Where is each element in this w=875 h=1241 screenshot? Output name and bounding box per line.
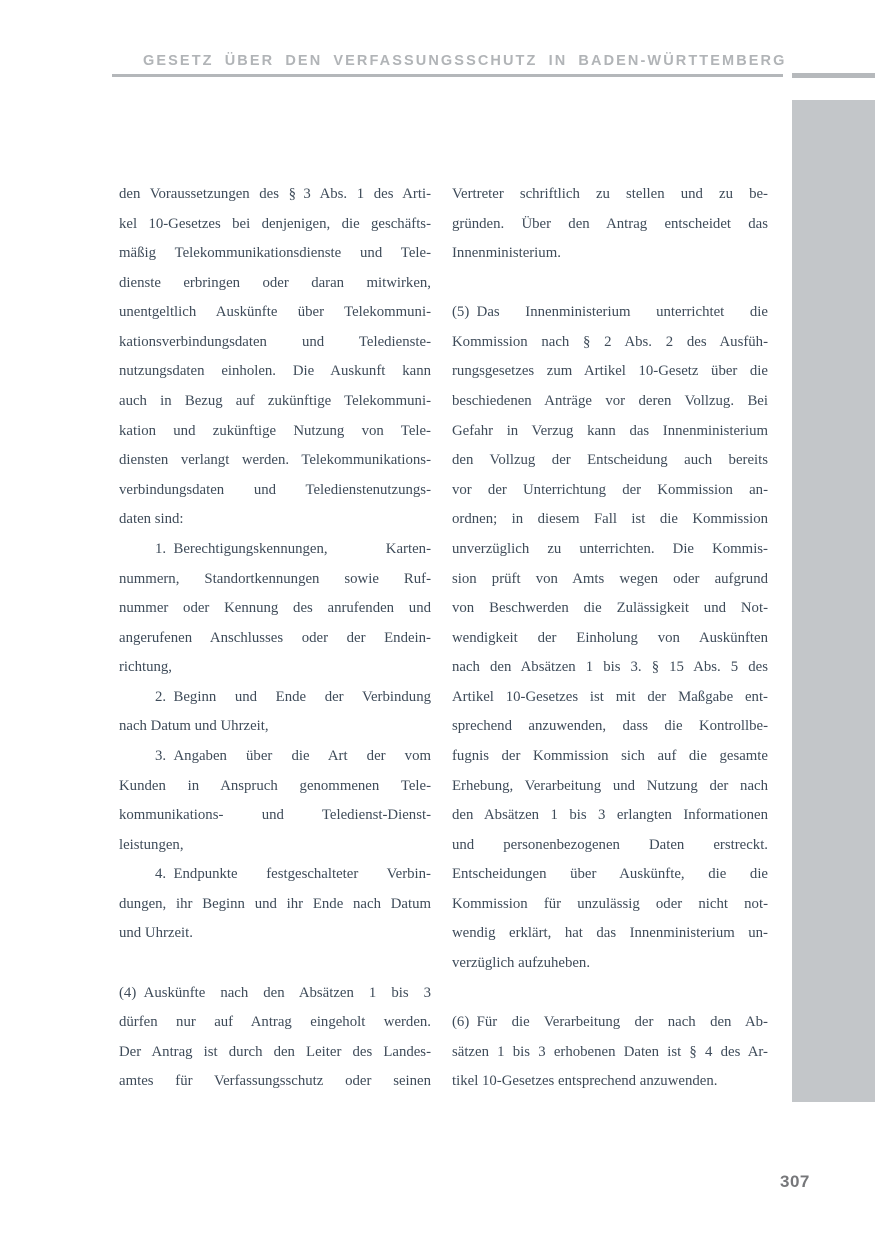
text-line: nach den Absätzen 1 bis 3. § 15 Abs. 5 des xyxy=(452,659,768,676)
text-line: vor der Unterrichtung der Kommission an- xyxy=(452,481,768,498)
text-line: Artikel 10-Gesetzes ist mit der Maßgabe ent- xyxy=(452,688,768,705)
text-line: von Beschwerden die Zulässigkeit und Not- xyxy=(452,600,768,617)
text-line: nach Datum und Uhrzeit, xyxy=(119,718,269,735)
text-line: und Uhrzeit. xyxy=(119,925,193,942)
text-line: wendigkeit der Einholung von Auskünften xyxy=(452,629,768,646)
list-item-2 xyxy=(119,683,431,742)
paragraph-4-continuation xyxy=(452,180,768,269)
paragraph-4 xyxy=(119,979,431,1097)
text-line: amtes für Verfassungsschutz oder seinen xyxy=(119,1073,431,1090)
text-line: unverzüglich zu unterrichten. Die Kommis- xyxy=(452,540,768,557)
text-line: kationsverbindungsdaten und Teledienste- xyxy=(119,333,431,350)
text-line: verzüglich aufzuheben. xyxy=(452,955,591,972)
text-line: wendig erklärt, hat das Innenministerium un- xyxy=(452,925,768,942)
text-line: ordnen; in diesem Fall ist die Kommission xyxy=(452,511,768,528)
text-line: fugnis der Kommission sich auf die gesamte xyxy=(452,747,768,764)
text-line: sion prüft von Amts wegen oder aufgrund xyxy=(452,570,768,587)
text-line: Der Antrag ist durch den Leiter des Landes- xyxy=(119,1043,431,1060)
page-header-title: GESETZ ÜBER DEN VERFASSUNGSSCHUTZ IN BADEN-WÜRTTEMBERG xyxy=(143,53,787,69)
text-line: leistungen, xyxy=(119,836,184,853)
text-line: mäßig Telekommunikationsdienste und Tele- xyxy=(119,245,431,262)
text-line: Gefahr in Verzug kann das Innenministerium xyxy=(452,422,768,439)
text-line: nummer oder Kennung des anrufenden und xyxy=(119,600,431,617)
text-line: Erhebung, Verarbeitung und Nutzung der nach xyxy=(452,777,768,794)
sidebar-gray-block xyxy=(792,100,875,1102)
text-line: dürfen nur auf Antrag eingeholt werden. xyxy=(119,1014,431,1031)
text-line: kommunikations- und Teledienst-Dienst- xyxy=(119,807,431,824)
text-line: sätzen 1 bis 3 erhobenen Daten ist § 4 des Ar- xyxy=(452,1043,768,1060)
text-line: Vertreter schriftlich zu stellen und zu be- xyxy=(452,186,768,202)
text-line: auch in Bezug auf zukünftige Telekommuni- xyxy=(119,393,431,410)
text-line: angerufenen Anschlusses oder der Endein- xyxy=(119,629,431,646)
text-line: nutzungsdaten einholen. Die Auskunft kann xyxy=(119,363,431,380)
left-column xyxy=(119,180,431,1097)
text-line: tikel 10-Gesetzes entsprechend anzuwenden. xyxy=(452,1073,718,1090)
text-line: verbindungsdaten und Teledienstenutzungs- xyxy=(119,481,431,498)
text-line: 4. Endpunkte festgeschalteter Verbin- xyxy=(155,866,431,883)
text-line: gründen. Über den Antrag entscheidet das xyxy=(452,215,768,232)
text-line: Kommission nach § 2 Abs. 2 des Ausfüh- xyxy=(452,333,768,350)
text-line: kation und zukünftige Nutzung von Tele- xyxy=(119,422,431,439)
text-line: unentgeltlich Auskünfte über Telekommuni- xyxy=(119,304,431,321)
text-line: Kommission für unzulässig oder nicht not- xyxy=(452,895,768,912)
text-line: (4) Auskünfte nach den Absätzen 1 bis 3 xyxy=(119,984,431,1001)
right-column xyxy=(452,180,768,1097)
text-line: dungen, ihr Beginn und ihr Ende nach Datum xyxy=(119,895,431,912)
text-line: Innenministerium. xyxy=(452,245,561,262)
paragraph-6 xyxy=(452,1008,768,1097)
text-line: beschiedenen Anträge vor deren Vollzug. Bei xyxy=(452,393,768,410)
text-line: den Absätzen 1 bis 3 erlangten Informationen xyxy=(452,807,768,824)
text-line: sprechend anzuwenden, dass die Kontrollbe- xyxy=(452,718,768,735)
sidebar-tab-bar xyxy=(792,73,875,78)
text-line: kel 10-Gesetzes bei denjenigen, die geschäfts- xyxy=(119,215,431,232)
text-line: rungsgesetzes zum Artikel 10-Gesetz über die xyxy=(452,363,768,380)
list-item-3 xyxy=(119,742,431,860)
text-line: (6) Für die Verarbeitung der nach den Ab- xyxy=(452,1014,768,1031)
text-line: nummern, Standortkennungen sowie Ruf- xyxy=(119,570,431,587)
text-line: (5) Das Innenministerium unterrichtet die xyxy=(452,304,768,321)
paragraph-5 xyxy=(452,298,768,978)
text-line: richtung, xyxy=(119,659,173,676)
text-line: und personenbezogenen Daten erstreckt. xyxy=(452,836,768,853)
list-item-1 xyxy=(119,535,431,683)
header-rule xyxy=(112,74,783,77)
list-item-4 xyxy=(119,860,431,949)
text-line: Entscheidungen über Auskünfte, die die xyxy=(452,866,768,883)
text-line: dienste erbringen oder daran mitwirken, xyxy=(119,274,431,291)
text-line: diensten verlangt werden. Telekommunikations- xyxy=(119,452,431,469)
text-line: Kunden in Anspruch genommenen Tele- xyxy=(119,777,431,794)
text-line: daten sind: xyxy=(119,511,184,528)
text-line: den Vollzug der Entscheidung auch bereits xyxy=(452,452,768,469)
intro-continuation-paragraph xyxy=(119,180,431,535)
text-line: 3. Angaben über die Art der vom xyxy=(155,747,431,764)
page-number: 307 xyxy=(780,1172,810,1191)
text-line: 1. Berechtigungskennungen, Karten- xyxy=(155,540,431,557)
text-line: 2. Beginn und Ende der Verbindung xyxy=(155,688,431,705)
text-line: den Voraussetzungen des § 3 Abs. 1 des Arti- xyxy=(119,186,431,202)
